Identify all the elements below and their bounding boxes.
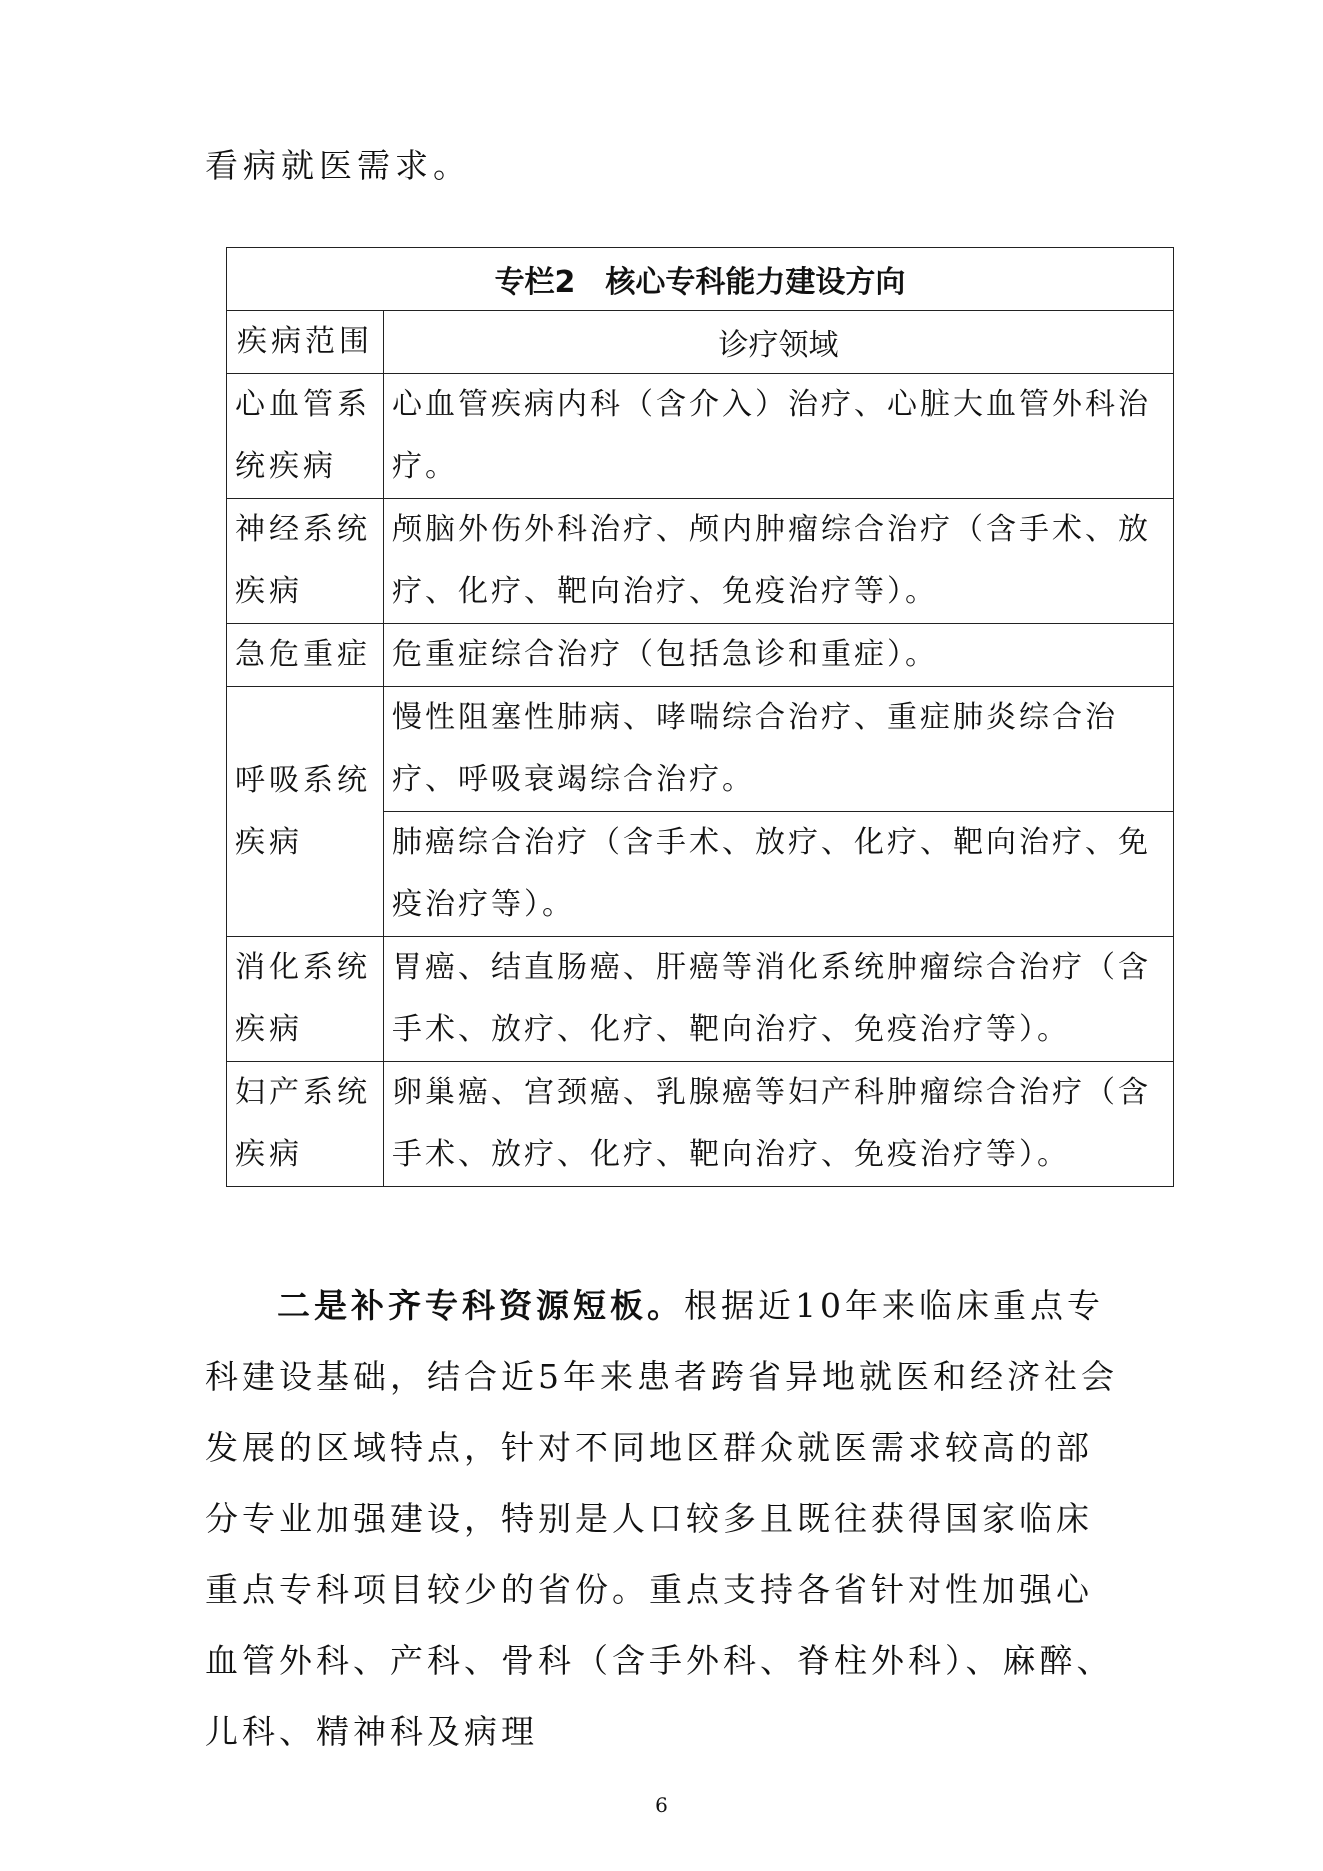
row-field: 颅脑外伤外科治疗、颅内肿瘤综合治疗（含手术、放疗、化疗、靶向治疗、免疫治疗等）。 bbox=[384, 499, 1174, 624]
table-caption: 专栏2 核心专科能力建设方向 bbox=[227, 248, 1174, 311]
row-category: 消化系统疾病 bbox=[227, 937, 384, 1062]
header-disease-scope: 疾病范围 bbox=[227, 311, 384, 374]
row-field: 肺癌综合治疗（含手术、放疗、化疗、靶向治疗、免疫治疗等）。 bbox=[384, 812, 1174, 937]
row-category: 神经系统疾病 bbox=[227, 499, 384, 624]
paragraph-lead: 二是补齐专科资源短板。 bbox=[277, 1286, 684, 1325]
row-field: 危重症综合治疗（包括急诊和重症）。 bbox=[384, 624, 1174, 687]
paragraph-text: 根据近10年来临床重点专科建设基础，结合近5年来患者跨省异地就医和经济社会发展的区域特点，针对不同地区群众就医需求较高的部分专业加强建设，特别是人口较多且既往获得国家临床重点专科项目较少的省份。重点支持各省针对性加强心血管外科、产科、骨科（含手外科、脊柱外科）、麻醉、儿科、精神科及病理 bbox=[205, 1286, 1118, 1751]
header-treatment-area: 诊疗领域 bbox=[384, 311, 1174, 374]
row-field: 胃癌、结直肠癌、肝癌等消化系统肿瘤综合治疗（含手术、放疗、化疗、靶向治疗、免疫治疗等）。 bbox=[384, 937, 1174, 1062]
row-category: 急危重症 bbox=[227, 624, 384, 687]
row-field: 卵巢癌、宫颈癌、乳腺癌等妇产科肿瘤综合治疗（含手术、放疗、化疗、靶向治疗、免疫治疗等）。 bbox=[384, 1062, 1174, 1187]
core-specialty-table bbox=[226, 247, 1174, 1187]
row-category: 心血管系统疾病 bbox=[227, 374, 384, 499]
body-paragraph bbox=[205, 1270, 1125, 1767]
row-field: 心血管疾病内科（含介入）治疗、心脏大血管外科治疗。 bbox=[384, 374, 1174, 499]
row-field: 慢性阻塞性肺病、哮喘综合治疗、重症肺炎综合治疗、呼吸衰竭综合治疗。 bbox=[384, 687, 1174, 812]
page-number: 6 bbox=[655, 1793, 668, 1817]
top-line: 看病就医需求。 bbox=[205, 146, 471, 185]
row-category: 妇产系统疾病 bbox=[227, 1062, 384, 1187]
row-category: 呼吸系统疾病 bbox=[227, 687, 384, 937]
